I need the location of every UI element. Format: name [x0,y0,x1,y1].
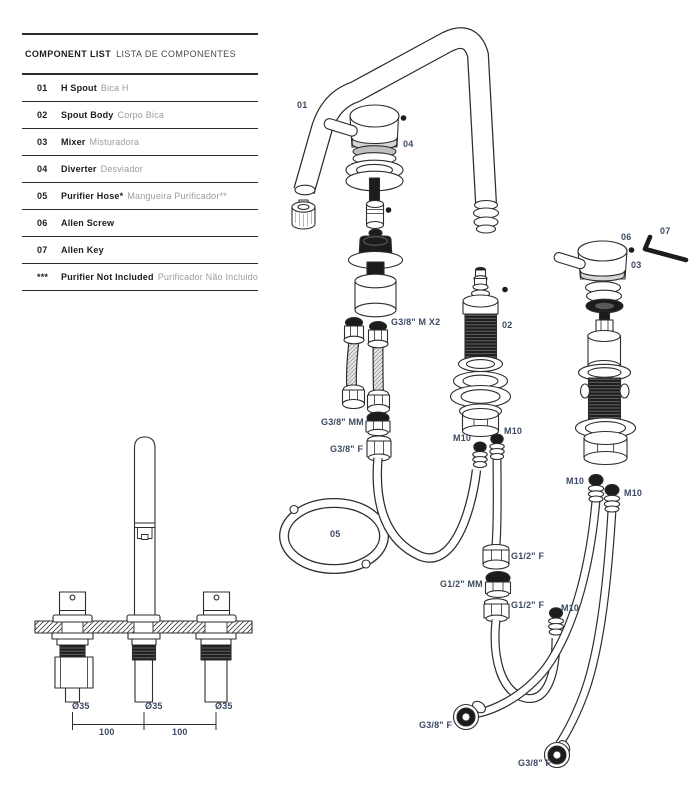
component-name-pt: Corpo Bica [117,110,165,120]
label-mixer-03: 03 [631,260,642,270]
label-g12-f-lower: G1/2" F [511,600,545,610]
component-row [22,75,258,102]
label-m10-d: M10 [624,488,643,498]
component-row [22,210,258,237]
component-name-en: Mixer [61,137,86,147]
label-allen-screw-06: 06 [621,232,632,242]
aerator-drawing [292,200,315,229]
supply-hose-pair-drawing [343,318,390,414]
label-g38-f-end-left: G3/8" F [419,720,453,730]
g38-adapters-drawing [366,412,391,461]
component-row [22,102,258,129]
component-number: 02 [37,110,48,120]
component-row [22,129,258,156]
label-g12-f-upper: G1/2" F [511,551,545,561]
component-name-en: Allen Screw [61,218,115,228]
component-name-pt: Mangueira Purificador** [127,191,227,201]
component-number: 03 [37,137,48,147]
label-m10-a: M10 [453,433,472,443]
label-g38-mm: G3/8" MM [321,417,364,427]
component-name-en: Spout Body [61,110,114,120]
component-row [22,237,258,264]
label-m10-c: M10 [566,476,585,486]
component-name-en: H Spout [61,83,97,93]
label-dim-100-right: 100 [172,727,188,737]
label-purifier-hose-05: 05 [330,529,341,539]
label-m10-e: M10 [561,603,580,613]
component-name-pt: Purificador Não Incluido [157,272,259,282]
component-number: 06 [37,218,48,228]
g12-adapters-drawing [483,545,511,622]
label-g38-f-end-right: G3/8" F [518,758,552,768]
label-diameter-35-center: Ø35 [145,701,163,711]
component-list [22,33,258,291]
component-name-pt: Bica H [100,83,129,93]
component-name-en: Allen Key [61,245,104,255]
component-name-en: Purifier Not Included [61,272,154,282]
component-number: 05 [37,191,48,201]
label-allen-key-07: 07 [660,226,671,236]
component-row [22,264,258,291]
installation-view-drawing [35,437,252,730]
component-number: 07 [37,245,48,255]
component-list-title-pt: LISTA DE COMPONENTES [116,49,236,59]
component-number: 04 [37,164,48,174]
component-number: *** [37,272,49,282]
label-g38-m-x2: G3/8" M X2 [391,317,441,327]
g38f-end-fittings-drawing [454,699,573,768]
label-g12-mm: G1/2" MM [440,579,483,589]
allen-key-drawing [645,237,686,260]
label-diameter-35-left: Ø35 [72,701,90,711]
label-m10-b: M10 [504,426,523,436]
hose-u-drawing [377,458,476,558]
component-name-en: Purifier Hose* [61,191,124,201]
label-dim-100-left: 100 [99,727,115,737]
mixer-drawing [553,241,636,465]
component-list-title-en: COMPONENT LIST [25,49,112,59]
component-name-pt: Desviador [100,164,143,174]
spout-body-drawing [451,267,511,436]
label-h-spout-01: 01 [297,100,308,110]
component-name-en: Diverter [61,164,97,174]
label-g38-f: G3/8" F [330,444,364,454]
component-list-header [22,35,258,75]
component-row [22,156,258,183]
label-spout-body-02: 02 [502,320,513,330]
label-diameter-35-right: Ø35 [215,701,233,711]
component-row [22,183,258,210]
component-number: 01 [37,83,48,93]
component-name-pt: Misturadora [89,137,140,147]
label-diverter-04: 04 [403,139,414,149]
